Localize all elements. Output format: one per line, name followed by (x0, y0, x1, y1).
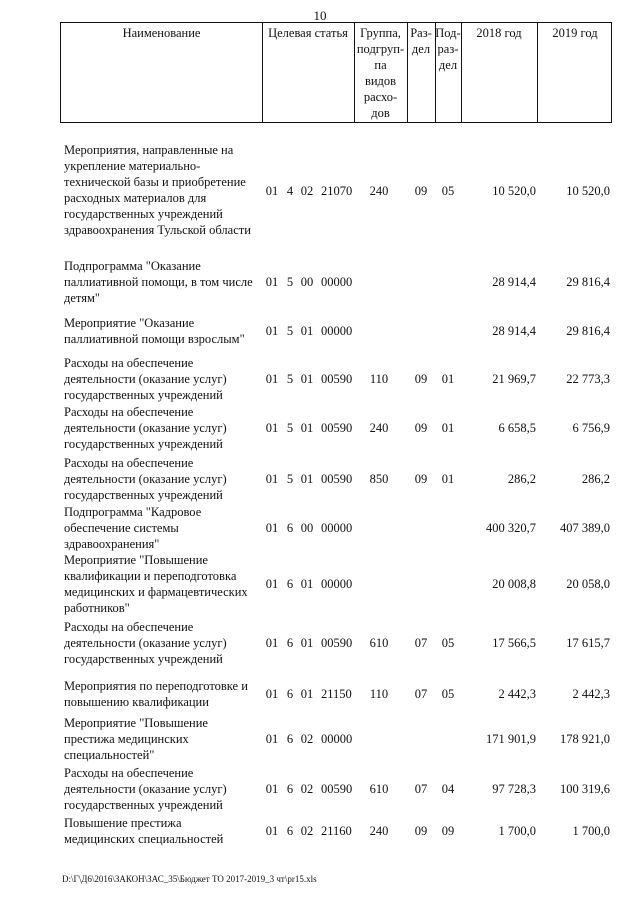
program-code: 01 (265, 184, 279, 198)
podrazdel-code: 04 (441, 782, 455, 796)
row-name: Мероприятие "Повышение квалификации и переподготовка медицинских и фармацевтических работников" (64, 553, 248, 615)
subprogram-code: 5 (286, 324, 294, 338)
program-code: 01 (265, 687, 279, 701)
subprogram-code: 6 (286, 732, 294, 746)
expense-group-code: 240 (369, 824, 389, 838)
measure-code: 01 (300, 687, 314, 701)
program-code: 01 (265, 472, 279, 486)
subprogram-code: 6 (286, 782, 294, 796)
measure-code: 01 (300, 372, 314, 386)
amount-2018: 6 658,5 (498, 421, 536, 435)
table-header (60, 22, 612, 123)
row-name: Мероприятие "Повышение престижа медицинских специальностей" (64, 716, 208, 762)
expense-group-code: 850 (369, 472, 389, 486)
subprogram-code: 6 (286, 687, 294, 701)
amount-2018: 17 566,5 (492, 636, 536, 650)
amount-2018: 97 728,3 (492, 782, 536, 796)
podrazdel-code: 05 (441, 687, 455, 701)
amount-2019: 1 700,0 (572, 824, 610, 838)
subprogram-code: 5 (286, 472, 294, 486)
razdel-code: 09 (414, 184, 428, 198)
direction-code: 00590 (321, 372, 353, 386)
program-code: 01 (265, 421, 279, 435)
amount-2019: 2 442,3 (572, 687, 610, 701)
direction-code: 21160 (321, 824, 352, 838)
program-code: 01 (265, 732, 279, 746)
amount-2018: 28 914,4 (492, 324, 536, 338)
subprogram-code: 6 (286, 636, 294, 650)
measure-code: 01 (300, 421, 314, 435)
razdel-code: 07 (414, 782, 428, 796)
measure-code: 00 (300, 521, 314, 535)
subprogram-code: 5 (286, 275, 294, 289)
program-code: 01 (265, 521, 279, 535)
file-path-footer: D:\Г\Д6\2016\ЗАКОН\ЗАС_35\Бюджет ТО 2017-2019_3 чт\pr15.xls (62, 874, 317, 884)
row-name: Подпрограмма "Оказание паллиативной помощи, в том числе детям" (64, 259, 253, 305)
amount-2018: 171 901,9 (486, 732, 536, 746)
podrazdel-code: 01 (441, 421, 455, 435)
measure-code: 01 (300, 472, 314, 486)
direction-code: 00000 (321, 577, 353, 591)
subprogram-code: 4 (286, 184, 294, 198)
amount-2018: 28 914,4 (492, 275, 536, 289)
row-name: Подпрограмма "Кадровое обеспечение системы здравоохранения" (64, 505, 202, 551)
amount-2019: 17 615,7 (566, 636, 610, 650)
measure-code: 02 (300, 824, 314, 838)
subprogram-code: 6 (286, 577, 294, 591)
subprogram-code: 5 (286, 421, 294, 435)
header-year-2019: 2019 год (552, 26, 598, 40)
amount-2018: 20 008,8 (492, 577, 536, 591)
amount-2019: 20 058,0 (566, 577, 610, 591)
subprogram-code: 6 (286, 824, 294, 838)
direction-code: 21150 (321, 687, 352, 701)
row-name: Мероприятия, направленные на укрепление материально- технической базы и приобретение расходных материалов для государственных учреждений здравоохранения Тульской области (64, 143, 251, 237)
razdel-code: 07 (414, 636, 428, 650)
podrazdel-code: 05 (441, 636, 455, 650)
row-name: Расходы на обеспечение деятельности (оказание услуг) государственных учреждений (64, 356, 227, 402)
subprogram-code: 6 (286, 521, 294, 535)
header-year-2018: 2018 год (476, 26, 522, 40)
amount-2018: 286,2 (507, 472, 536, 486)
razdel-code: 09 (414, 472, 428, 486)
podrazdel-code: 01 (441, 372, 455, 386)
expense-group-code: 610 (369, 636, 389, 650)
amount-2019: 10 520,0 (566, 184, 610, 198)
row-name: Мероприятия по переподготовке и повышению квалификации (64, 679, 248, 709)
expense-group-code: 610 (369, 782, 389, 796)
subprogram-code: 5 (286, 372, 294, 386)
podrazdel-code: 09 (441, 824, 455, 838)
expense-group-code: 110 (369, 687, 389, 701)
amount-2018: 1 700,0 (498, 824, 536, 838)
podrazdel-code: 05 (441, 184, 455, 198)
direction-code: 00000 (321, 324, 353, 338)
expense-group-code: 110 (369, 372, 389, 386)
expense-group-code: 240 (369, 421, 389, 435)
direction-code: 00590 (321, 782, 353, 796)
amount-2018: 400 320,7 (486, 521, 536, 535)
amount-2019: 100 319,6 (560, 782, 610, 796)
direction-code: 21070 (321, 184, 353, 198)
measure-code: 01 (300, 636, 314, 650)
amount-2019: 286,2 (581, 472, 610, 486)
razdel-code: 07 (414, 687, 428, 701)
podrazdel-code: 01 (441, 472, 455, 486)
row-name: Мероприятие "Оказание паллиативной помощи взрослым" (64, 316, 245, 346)
page-number: 10 (313, 8, 327, 23)
row-name: Расходы на обеспечение деятельности (оказание услуг) государственных учреждений (64, 766, 227, 812)
program-code: 01 (265, 324, 279, 338)
program-code: 01 (265, 577, 279, 591)
header-expense-group: Группа, подгруп- па видов расхо- дов (356, 26, 405, 120)
razdel-code: 09 (414, 421, 428, 435)
row-name: Повышение престижа медицинских специальностей (64, 816, 224, 846)
amount-2018: 10 520,0 (492, 184, 536, 198)
program-code: 01 (265, 275, 279, 289)
direction-code: 00000 (321, 732, 353, 746)
amount-2018: 21 969,7 (492, 372, 536, 386)
measure-code: 01 (300, 324, 314, 338)
amount-2018: 2 442,3 (498, 687, 536, 701)
amount-2019: 29 816,4 (566, 275, 610, 289)
direction-code: 00590 (321, 421, 353, 435)
row-name: Расходы на обеспечение деятельности (оказание услуг) государственных учреждений (64, 405, 227, 451)
razdel-code: 09 (414, 372, 428, 386)
razdel-code: 09 (414, 824, 428, 838)
program-code: 01 (265, 372, 279, 386)
measure-code: 02 (300, 782, 314, 796)
direction-code: 00590 (321, 472, 353, 486)
direction-code: 00590 (321, 636, 353, 650)
program-code: 01 (265, 824, 279, 838)
amount-2019: 29 816,4 (566, 324, 610, 338)
measure-code: 02 (300, 732, 314, 746)
header-razdel: Раз- дел (410, 26, 432, 56)
measure-code: 01 (300, 577, 314, 591)
header-podrazdel: Под- раз- дел (435, 26, 461, 72)
amount-2019: 22 773,3 (566, 372, 610, 386)
row-name: Расходы на обеспечение деятельности (оказание услуг) государственных учреждений (64, 620, 227, 666)
row-name: Расходы на обеспечение деятельности (оказание услуг) государственных учреждений (64, 456, 227, 502)
program-code: 01 (265, 636, 279, 650)
expense-group-code: 240 (369, 184, 389, 198)
direction-code: 00000 (321, 521, 353, 535)
header-name: Наименование (122, 26, 201, 40)
amount-2019: 407 389,0 (560, 521, 610, 535)
program-code: 01 (265, 782, 279, 796)
measure-code: 02 (300, 184, 314, 198)
amount-2019: 178 921,0 (560, 732, 610, 746)
direction-code: 00000 (321, 275, 353, 289)
amount-2019: 6 756,9 (572, 421, 610, 435)
header-target-article: Целевая статья (268, 26, 348, 40)
measure-code: 00 (300, 275, 314, 289)
